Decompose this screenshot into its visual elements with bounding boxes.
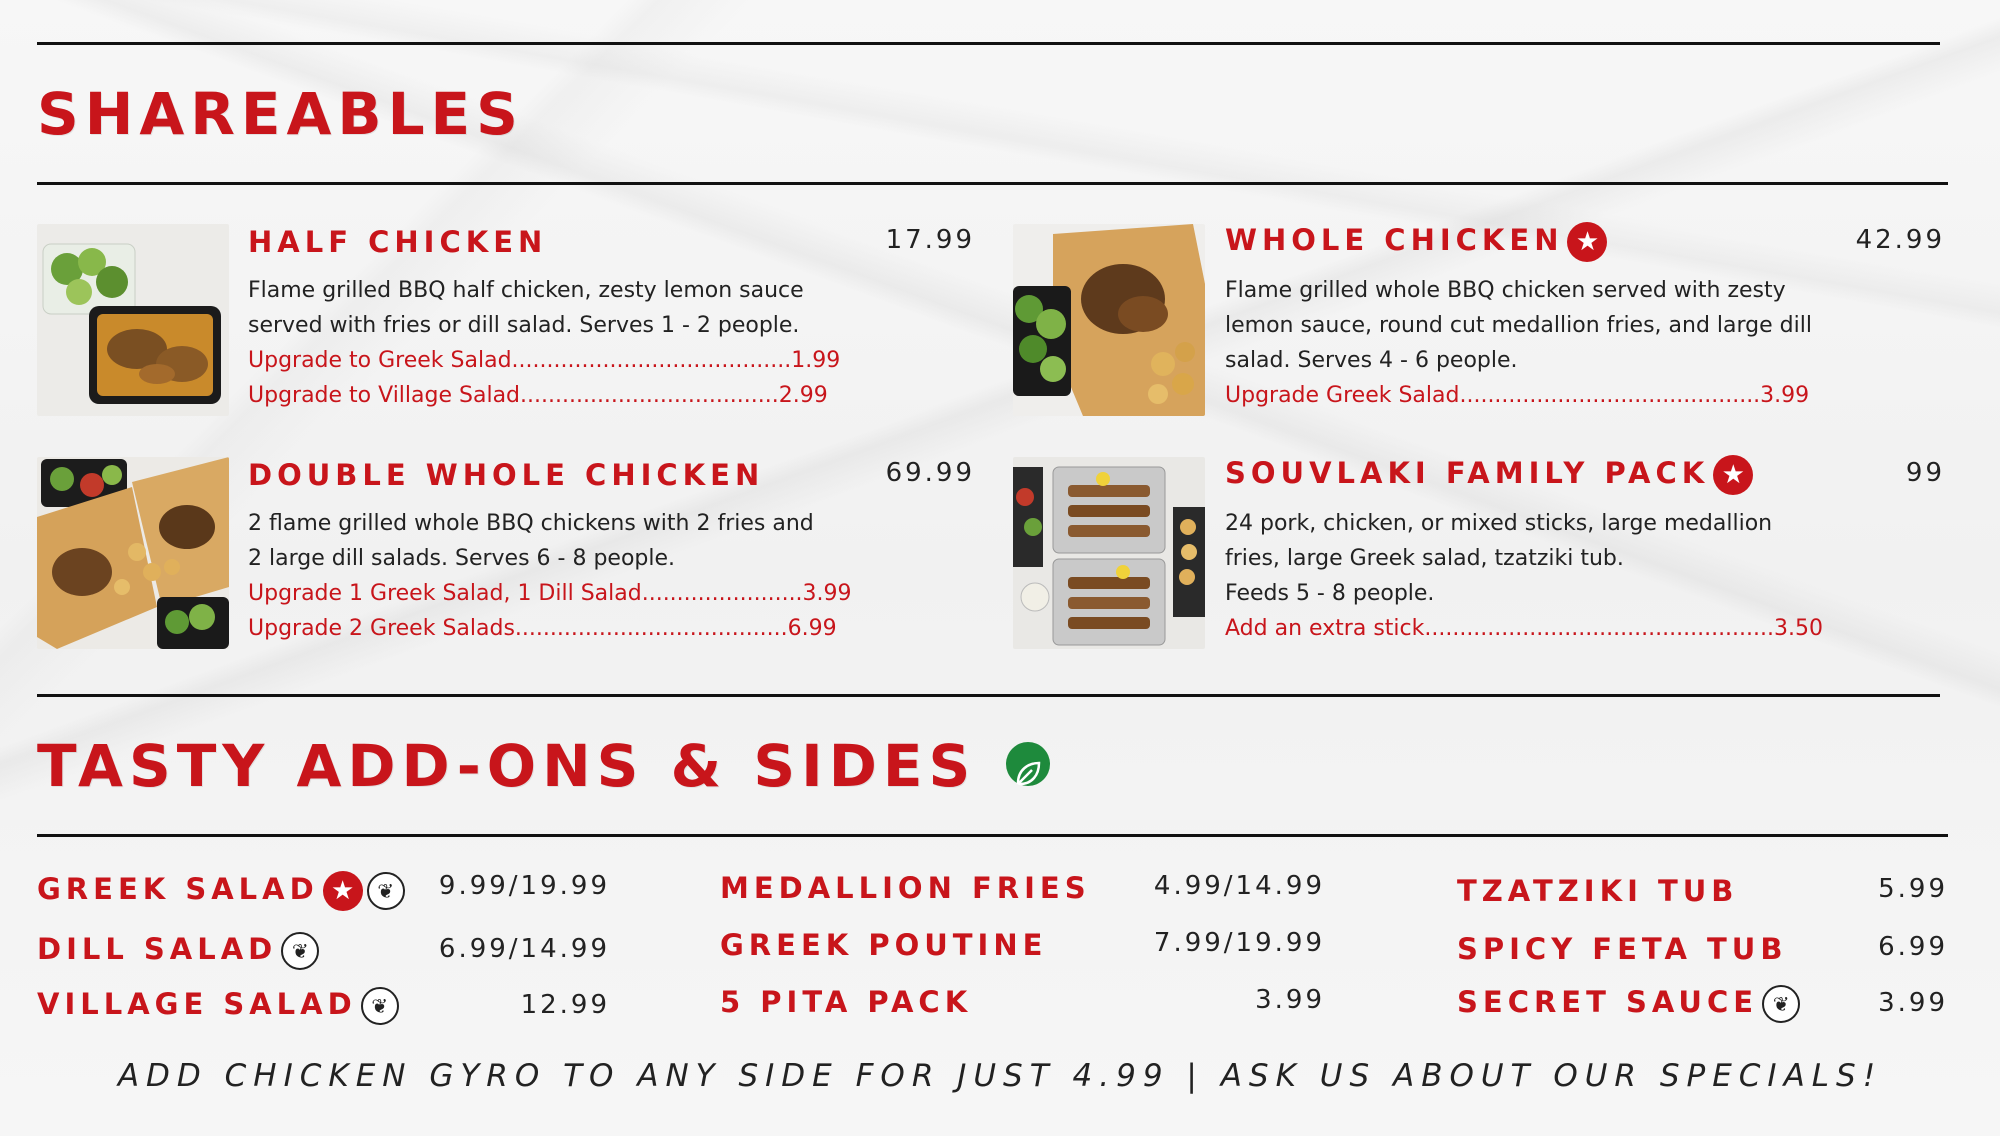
side-price: 12.99 — [520, 990, 610, 1020]
item-description: 2 flame grilled whole BBQ chickens with 2 fries and — [248, 511, 814, 536]
footer-note: ADD CHICKEN GYRO TO ANY SIDE FOR JUST 4.99 | ASK US ABOUT OUR SPECIALS! — [117, 1058, 1883, 1094]
side-name: SECRET SAUCE — [1457, 985, 1759, 1019]
side-item-spicy-feta-tub: SPICY FETA TUB — [1457, 932, 1788, 966]
upgrade-option: Upgrade Greek Salad...........................................3.99 — [1225, 383, 1810, 408]
shareables-divider — [37, 182, 1948, 185]
side-item-greek-poutine: GREEK POUTINE — [720, 928, 1048, 962]
wheat-icon: ❦ — [1762, 985, 1800, 1023]
side-price: 3.99 — [1255, 985, 1325, 1015]
side-name: VILLAGE SALAD — [37, 987, 357, 1021]
upgrade-option: Upgrade 2 Greek Salads.......................................6.99 — [248, 616, 837, 641]
side-name: GREEK SALAD — [37, 872, 319, 906]
item-price: 69.99 — [885, 458, 975, 488]
item-description: Feeds 5 - 8 people. — [1225, 581, 1435, 606]
item-description: Flame grilled BBQ half chicken, zesty lemon sauce — [248, 278, 804, 303]
item-name — [1225, 222, 1607, 262]
side-price: 9.99/19.99 — [438, 871, 610, 901]
side-item-5-pita-pack: 5 PITA PACK — [720, 985, 973, 1019]
upgrade-option: Add an extra stick..................................................3.50 — [1225, 616, 1823, 641]
double-whole-chicken-photo — [37, 457, 229, 649]
sides-divider — [37, 834, 1948, 837]
side-price: 3.99 — [1878, 988, 1948, 1018]
sides-title-text: TASTY ADD-ONS & SIDES — [37, 732, 977, 800]
item-price: 99 — [1905, 458, 1945, 488]
side-price: 4.99/14.99 — [1153, 871, 1325, 901]
upgrade-option: Upgrade 1 Greek Salad, 1 Dill Salad.......................3.99 — [248, 581, 852, 606]
star-badge-icon: ★ — [1567, 222, 1607, 262]
side-item-village-salad — [37, 987, 399, 1025]
side-price: 6.99 — [1878, 932, 1948, 962]
side-price: 5.99 — [1878, 874, 1948, 904]
item-name-text: WHOLE CHICKEN — [1225, 223, 1564, 257]
item-description: lemon sauce, round cut medallion fries, and large dill — [1225, 313, 1812, 338]
item-price: 17.99 — [885, 225, 975, 255]
star-badge-icon: ★ — [1713, 455, 1753, 495]
side-item-secret-sauce — [1457, 985, 1800, 1023]
leaf-icon — [1006, 742, 1050, 786]
side-item-medallion-fries: MEDALLION FRIES — [720, 871, 1091, 905]
souvlaki-family-pack-photo — [1013, 457, 1205, 649]
item-description: fries, large Greek salad, tzatziki tub. — [1225, 546, 1624, 571]
item-description: served with fries or dill salad. Serves 1 - 2 people. — [248, 313, 800, 338]
item-description: 2 large dill salads. Serves 6 - 8 people. — [248, 546, 676, 571]
wheat-icon: ❦ — [361, 987, 399, 1025]
sides-title — [37, 732, 1050, 800]
item-name — [1225, 455, 1753, 495]
shareables-title: SHAREABLES — [37, 80, 524, 148]
item-description: 24 pork, chicken, or mixed sticks, large medallion — [1225, 511, 1773, 536]
item-description: salad. Serves 4 - 6 people. — [1225, 348, 1518, 373]
half-chicken-photo — [37, 224, 229, 416]
wheat-icon: ❦ — [367, 872, 405, 910]
side-item-greek-salad — [37, 871, 405, 911]
upgrade-option: Upgrade to Greek Salad........................................1.99 — [248, 348, 841, 373]
side-item-tzatziki-tub: TZATZIKI TUB — [1457, 874, 1739, 908]
side-price: 7.99/19.99 — [1153, 928, 1325, 958]
top-divider — [37, 42, 1940, 45]
item-name: DOUBLE WHOLE CHICKEN — [248, 458, 765, 492]
item-name: HALF CHICKEN — [248, 225, 548, 259]
item-description: Flame grilled whole BBQ chicken served with zesty — [1225, 278, 1786, 303]
star-badge-icon: ★ — [323, 871, 363, 911]
side-item-dill-salad — [37, 932, 319, 970]
item-name-text: SOUVLAKI FAMILY PACK — [1225, 456, 1710, 490]
whole-chicken-photo — [1013, 224, 1205, 416]
side-price: 6.99/14.99 — [438, 934, 610, 964]
side-name: DILL SALAD — [37, 932, 278, 966]
item-price: 42.99 — [1855, 225, 1945, 255]
upgrade-option: Upgrade to Village Salad.....................................2.99 — [248, 383, 828, 408]
wheat-icon: ❦ — [281, 932, 319, 970]
sides-top-divider — [37, 694, 1940, 697]
